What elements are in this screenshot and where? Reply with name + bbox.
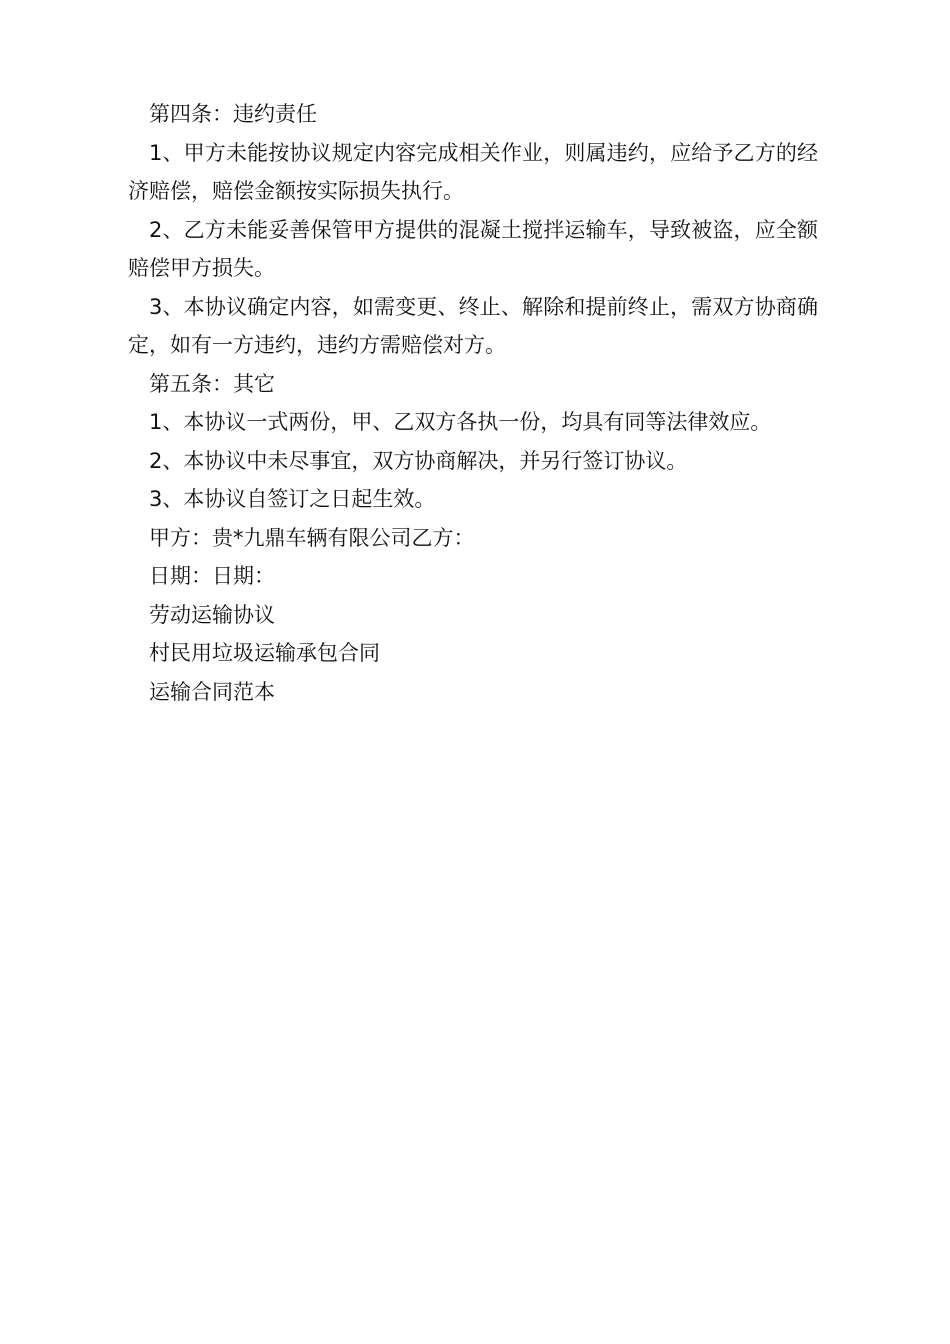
clause-5-1: 1、本协议一式两份，甲、乙双方各执一份，均具有同等法律效应。 [149,410,772,434]
section-heading-article-5: 第五条：其它 [149,371,275,396]
related-document-2: 村民用垃圾运输承包合同 [149,641,380,665]
clause-5-2: 2、本协议中未尽事宜，双方协商解决，并另行签订协议。 [149,448,688,473]
signature-dates: 日期：日期： [149,564,275,588]
section-heading-article-4: 第四条：违约责任 [149,102,317,126]
related-document-3: 运输合同范本 [149,679,275,704]
signature-parties: 甲方：贵*九鼎车辆有限公司乙方： [149,525,475,550]
document-body [128,95,818,711]
clause-5-3: 3、本协议自签订之日起生效。 [149,487,436,511]
clause-4-2: 2、乙方未能妥善保管甲方提供的混凝土搅拌运输车，导致被盗，应全额赔偿甲方损失。 [128,217,818,280]
clause-4-1: 1、甲方未能按协议规定内容完成相关作业，则属违约，应给予乙方的经济赔偿，赔偿金额按实际损失执行。 [128,140,818,203]
related-document-1: 劳动运输协议 [149,602,275,627]
clause-4-3: 3、本协议确定内容，如需变更、终止、解除和提前终止，需双方协商确定，如有一方违约，违约方需赔偿对方。 [128,294,818,357]
